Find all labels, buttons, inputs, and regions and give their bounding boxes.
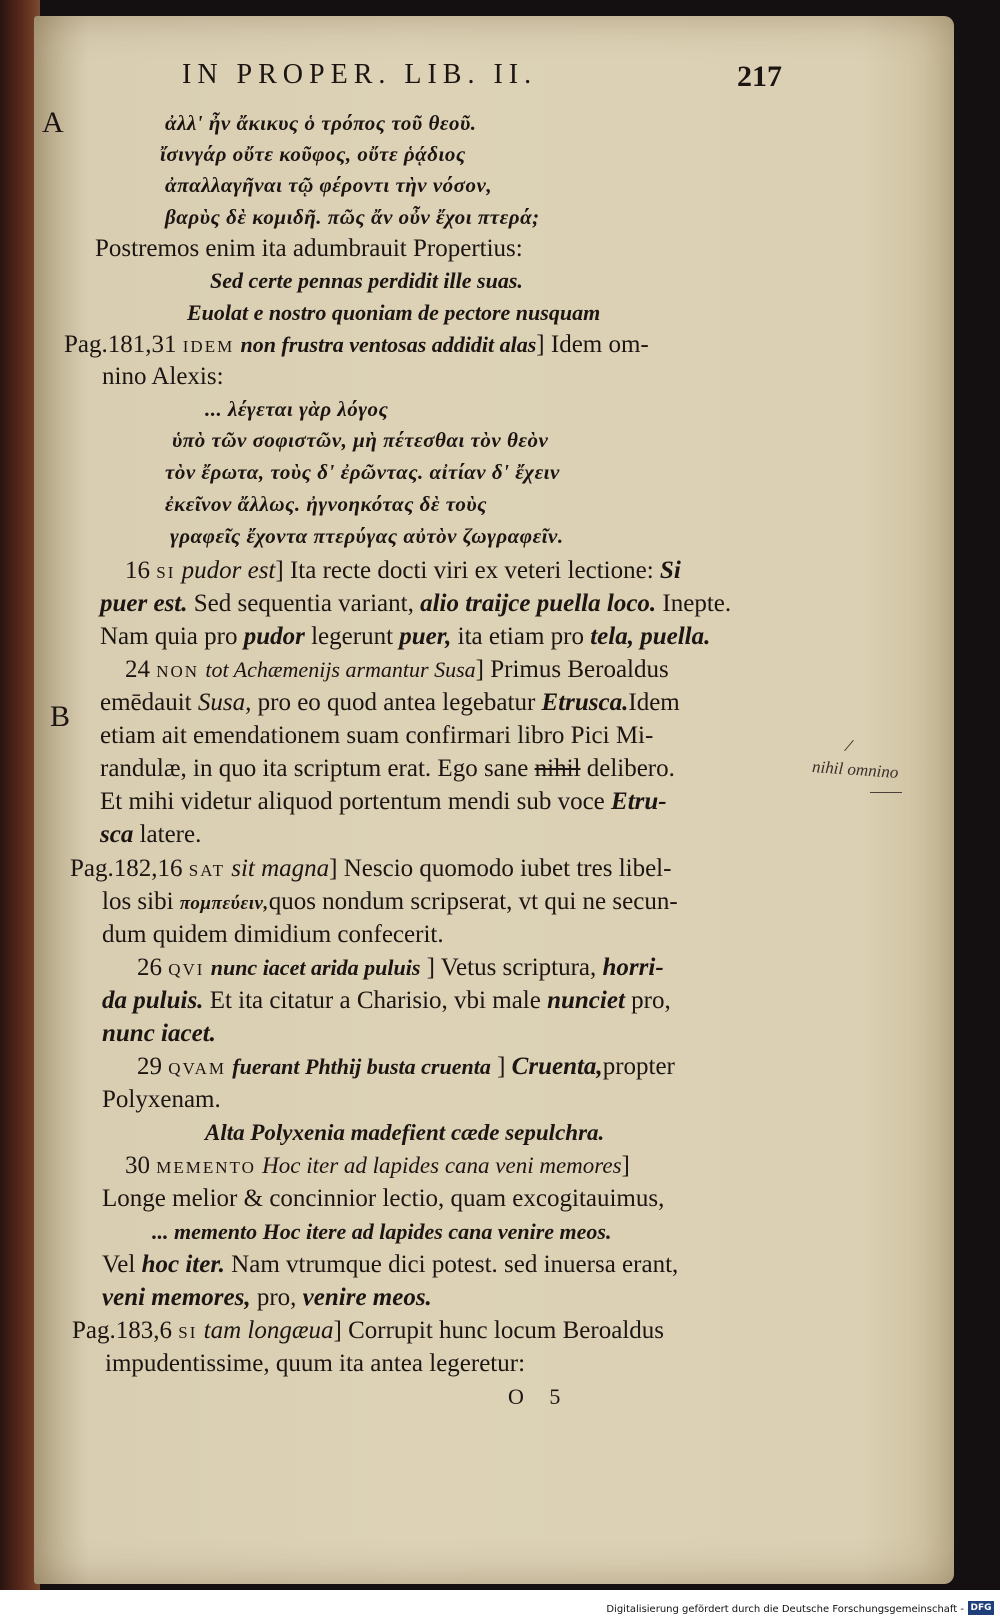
note-text: pro, <box>256 1284 297 1311</box>
text-line <box>100 688 680 718</box>
note-text: Nam vtrumque dici potest. sed inuersa erant, <box>231 1251 679 1278</box>
italic-word: da puluis. <box>102 987 204 1014</box>
line-number: 26 <box>137 954 162 981</box>
note-text: ] <box>497 1053 506 1080</box>
greek-line: γραφεῖς ἔχοντα πτερύγας αὐτὸν ζωγραφεῖν. <box>170 524 564 548</box>
quote-line: Euolat e nostro quoniam de pectore nusquam <box>187 300 601 325</box>
italic-word: sca <box>100 821 134 848</box>
note-text: ] <box>621 1152 630 1179</box>
italic-word: veni memores, <box>102 1284 251 1311</box>
quote-line: Sed certe pennas perdidit ille suas. <box>210 268 523 293</box>
lemma-italic: nunc iacet arida puluis <box>210 955 421 980</box>
greek-line: ἴσινγάρ οὔτε κοῦφος, οὔτε ῥᾴδιος <box>160 142 466 166</box>
note-text: pro, <box>631 987 671 1014</box>
lemma-italic: non frustra ventosas addidit alas <box>240 332 537 357</box>
text-line <box>102 887 678 919</box>
text-line <box>102 1019 216 1049</box>
greek-line: τὸν ἔρωτα, τοὺς δ' ἐρῶντας. αἰτίαν δ' ἔχειν <box>165 460 560 484</box>
greek-word: πομπεύειν, <box>179 893 269 914</box>
greek-line: βαρὺς δὲ κομιδῆ. πῶς ἄν οὖν ἔχοι πτερά; <box>165 205 540 229</box>
text-line: etiam ait emendationem suam confirmari libro Pici Mi- <box>100 722 654 749</box>
text-line: Postremos enim ita adumbrauit Propertius: <box>95 235 523 262</box>
note-text: propter <box>602 1053 675 1080</box>
italic-word: alio traijce puella loco. <box>420 590 657 617</box>
italic-word: pudor <box>243 623 305 650</box>
note-text: pro eo quod antea legebatur <box>257 689 536 716</box>
note-text: delibero. <box>586 755 675 782</box>
handwritten-stroke <box>870 792 902 793</box>
note-text: ] Corrupit hunc locum Beroaldus <box>333 1317 664 1344</box>
margin-letter-b: B <box>50 700 71 733</box>
text-line: Longe melior & concinnior lectio, quam excogitauimus, <box>102 1185 665 1212</box>
note-text: Nam quia pro <box>100 623 238 650</box>
italic-word: Etrusca. <box>541 689 629 716</box>
note-text: ] Ita recte docti viri ex veteri lectione: <box>275 557 654 584</box>
lemma-caps: IDEM <box>182 337 235 356</box>
italic-word: Susa, <box>197 689 252 716</box>
greek-line: ἀλλ' ἦν ἄκικυς ὁ τρόπος τοῦ θεοῦ. <box>165 111 477 135</box>
note-text: randulæ, in quo ita scriptum erat. Ego sane <box>100 755 529 782</box>
text-line <box>102 1250 678 1280</box>
note-text: Vel <box>102 1251 136 1278</box>
margin-letter-a: A <box>42 106 64 139</box>
note-entry-29 <box>137 1052 675 1084</box>
text-line <box>102 1283 432 1313</box>
greek-line: ὑπὸ τῶν σοφιστῶν, μὴ πέτεσθαι τὸν θεὸν <box>172 428 549 452</box>
note-text: Inepte. <box>662 590 732 617</box>
lemma-caps: SAT <box>188 861 225 880</box>
greek-line: ἐκεῖνον ἄλλως. ἠγνοηκότας δὲ τοὺς <box>165 492 487 516</box>
lemma-italic: Hoc iter ad lapides cana veni memores <box>262 1153 622 1178</box>
italic-word: puer, <box>399 623 452 650</box>
note-text: quos nondum scripserat, vt qui ne secun- <box>268 888 678 915</box>
signature-mark: O 5 <box>508 1384 571 1409</box>
greek-line: ... λέγεται γὰρ λόγος <box>205 397 389 421</box>
note-entry-183 <box>72 1316 664 1348</box>
lemma-italic: tam longæua <box>203 1317 334 1344</box>
note-text: los sibi <box>102 888 174 915</box>
lemma-italic: tot Achæmenijs armantur Susa <box>205 657 476 682</box>
note-entry-26 <box>137 953 664 985</box>
text-line <box>100 754 675 784</box>
italic-word: tela, puella. <box>590 623 711 650</box>
note-text: latere. <box>139 821 202 848</box>
text-line: Polyxenam. <box>102 1086 221 1113</box>
lemma-caps: QVAM <box>168 1059 227 1078</box>
italic-word: puer est. <box>100 590 188 617</box>
note-text: ] Idem om- <box>536 331 649 358</box>
note-entry-181 <box>64 330 649 362</box>
note-text: Et mihi videtur aliquod portentum mendi sub voce <box>100 788 605 815</box>
note-text: ] Primus Beroaldus <box>475 656 669 683</box>
italic-word: nunciet <box>547 987 625 1014</box>
line-number: 29 <box>137 1053 162 1080</box>
lemma-caps: SI <box>178 1323 198 1342</box>
italic-word: Etru- <box>611 788 667 815</box>
lemma-caps: QVI <box>168 960 205 979</box>
text-line: impudentissime, quum ita antea legeretur: <box>105 1350 526 1377</box>
italic-word: Cruenta, <box>511 1053 603 1080</box>
lemma-italic: pudor est <box>181 557 276 584</box>
page-number: 217 <box>737 60 782 93</box>
italic-word: hoc iter. <box>141 1251 225 1278</box>
text-line: nino Alexis: <box>102 363 224 390</box>
struck-word: nihil <box>534 755 581 782</box>
note-text: ] Nescio quomodo iubet tres libel- <box>329 855 672 882</box>
italic-word: nunc iacet. <box>102 1020 216 1047</box>
lemma-italic: sit magna <box>231 855 330 882</box>
note-entry-24 <box>125 655 669 687</box>
greek-line: ἀπαλλαγῆναι τῷ φέροντι τὴν νόσον, <box>165 173 493 197</box>
quote-line: ... memento Hoc itere ad lapides cana venire meos. <box>152 1219 612 1244</box>
text-line <box>100 787 667 817</box>
line-number: 24 <box>125 656 150 683</box>
quote-line: Alta Polyxenia madefient cæde sepulchra. <box>205 1120 605 1145</box>
lemma-caps: MEMENTO <box>156 1158 256 1177</box>
lemma-caps: NON <box>156 662 200 681</box>
note-text: ] Vetus scriptura, <box>426 954 597 981</box>
note-text: emēdauit <box>100 689 192 716</box>
note-entry-182 <box>70 854 671 886</box>
note-text: ita etiam pro <box>457 623 584 650</box>
italic-word: Si <box>659 557 681 584</box>
page-reference: Pag.182,16 <box>70 855 183 882</box>
note-entry-30 <box>125 1151 630 1183</box>
line-number: 16 <box>125 557 150 584</box>
text-line <box>100 820 201 850</box>
text-line <box>102 986 671 1016</box>
italic-word: venire meos. <box>302 1284 432 1311</box>
lemma-italic: fuerant Phthij busta cruenta <box>232 1054 491 1079</box>
italic-word: horri- <box>602 954 664 981</box>
note-text: Et ita citatur a Charisio, vbi male <box>209 987 541 1014</box>
note-text: Sed sequentia variant, <box>193 590 414 617</box>
lemma-caps: SI <box>156 563 176 582</box>
text-line: dum quidem dimidium confecerit. <box>102 921 444 948</box>
text-line <box>100 622 710 652</box>
note-text: legerunt <box>311 623 394 650</box>
note-text: Idem <box>628 689 680 716</box>
page-reference: Pag.181,31 <box>64 331 177 358</box>
running-title: IN PROPER. LIB. II. <box>182 59 538 90</box>
footer-credit: Digitalisierung gefördert durch die Deutsche Forschungsgemeinschaft - <box>606 1604 964 1615</box>
line-number: 30 <box>125 1152 150 1179</box>
dfg-logo-icon: DFG <box>968 1601 994 1615</box>
handwritten-note: nihil omnino <box>811 757 900 782</box>
text-line <box>100 589 731 619</box>
page-reference: Pag.183,6 <box>72 1317 172 1344</box>
note-entry-16 <box>125 556 681 588</box>
